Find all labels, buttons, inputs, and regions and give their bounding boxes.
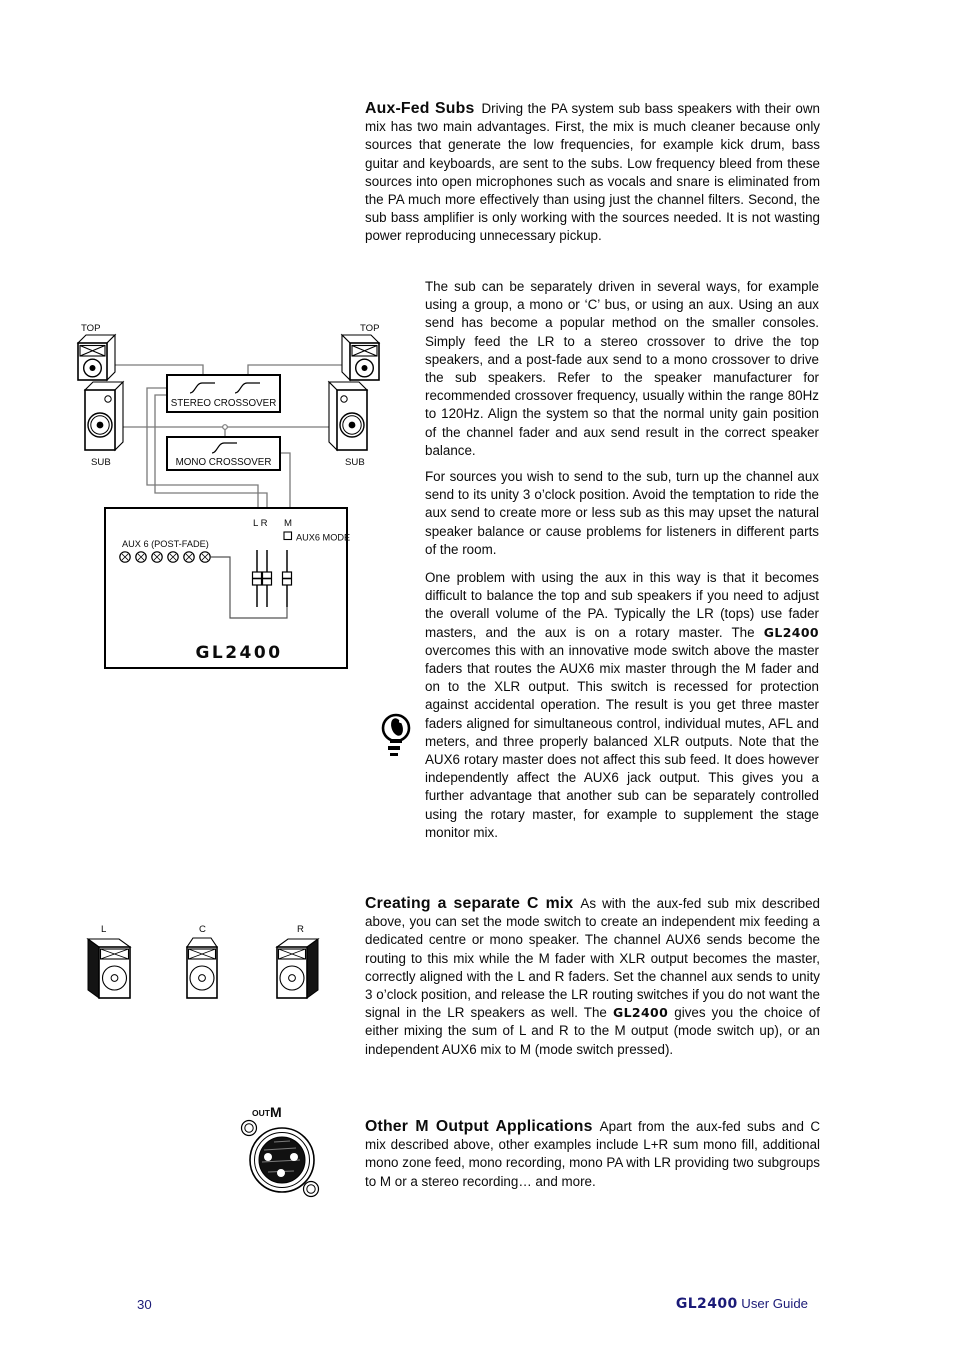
- mode-switch-text-pre: One problem with using the aux in this way is that it becomes difficult to balance the top and sub speakers if you need to adjust the overall volume of the PA. Typically the LR (tops) use fader masters, and the aux is on a rotary master. The: [425, 570, 819, 640]
- aux-fed-subs-paragraph: [365, 100, 820, 246]
- lcr-centre-label: C: [199, 924, 206, 935]
- footer-brand-logo: GL2400: [675, 1296, 738, 1312]
- aux-fed-subs-heading: Aux-Fed Subs: [365, 100, 475, 117]
- sub-speaker-right: [329, 382, 367, 468]
- aux6-mode-label: AUX6 MODE: [296, 532, 351, 543]
- mixer-m-label: M: [284, 518, 292, 529]
- other-m-text: Apart from the aux-fed subs and C mix described above, other examples include L+R sum mono fill, additional mono zone feed, mono recording, mono PA with LR providing two subgroups to M or a stereo recording… and more.: [365, 1119, 820, 1189]
- xlr-out-m-connector: [230, 1100, 335, 1210]
- xlr-pin-1: [264, 1153, 272, 1161]
- page-number: 30: [137, 1297, 152, 1312]
- sub-drive-text: The sub can be separately driven in several ways, for example using a group, a mono or ‘C’ bus, or using an aux. Using an aux send has become a popular method on the smaller consoles. Simply feed the LR to a stereo crossover to drive the top speakers, and a post-fade aux send to a mono crossover to drive the sub speakers. Refer to the speaker manufacturer for recommended crossover frequency, usually within the range 80Hz to 120Hz. Align the system so that the normal unity gain position of the channel fader and aux send result in the correct speaker balance.: [425, 279, 819, 458]
- c-mix-heading: Creating a separate C mix: [365, 895, 574, 912]
- footer-title: [365, 1296, 808, 1312]
- mixer-brand-logo: GL2400: [195, 643, 283, 663]
- xlr-m-label: M: [270, 1104, 282, 1120]
- lightbulb-tip-icon: [376, 710, 416, 768]
- aux-fed-intro-text: Driving the PA system sub bass speakers with their own mix has two main advantages. First, the mix is much cleaner because only sources that generate the low frequencies, for example kick drum, bass guitar and keyboards, are sent to the subs. Low frequency bleed from these sources into open microphones such as vocals and snare is eliminated from the PA much more effectively than using just the channel filters. Second, the sub bass amplifier is only working with the sources needed. It is not wasting power reproducing unnecessary pickup.: [365, 101, 820, 244]
- aux6-mode-checkbox: [284, 532, 292, 540]
- c-mix-paragraph: [365, 895, 820, 1059]
- xlr-pin-2: [290, 1153, 298, 1161]
- other-m-paragraph: [365, 1118, 820, 1191]
- top-speaker-left: [78, 323, 115, 380]
- mixer-lr-label: L R: [253, 518, 268, 529]
- stereo-crossover-label: STEREO CROSSOVER: [170, 398, 277, 409]
- mono-crossover-label: MONO CROSSOVER: [175, 457, 272, 468]
- mixer-box: [105, 508, 350, 668]
- aux-fed-subs-diagram: [60, 315, 390, 675]
- mode-switch-paragraph: [425, 569, 819, 842]
- aux-send-paragraph: [425, 468, 819, 559]
- other-m-heading: Other M Output Applications: [365, 1118, 593, 1135]
- lcr-left-label: L: [101, 924, 107, 935]
- sub-speaker-left: [85, 382, 123, 468]
- xlr-pin-3: [277, 1169, 285, 1177]
- footer-title-text: User Guide: [737, 1296, 808, 1311]
- inline-brand-logo: GL2400: [612, 1005, 669, 1021]
- c-mix-text-post: gives you the choice of either mixing the sum of L and R to the M output (mode switch up), or an independent AUX6 mix to M (mode switch pressed).: [365, 1005, 820, 1057]
- lcr-speaker-left: [88, 924, 130, 998]
- lcr-speaker-centre: [187, 924, 217, 998]
- top-speaker-right: [342, 323, 380, 380]
- sub-left-label: SUB: [91, 457, 111, 468]
- top-right-label: TOP: [360, 323, 380, 334]
- lcr-speakers-diagram: [85, 915, 320, 1010]
- mono-crossover-box: [167, 437, 280, 470]
- xlr-out-label: OUT: [252, 1108, 270, 1118]
- aux-send-text: For sources you wish to send to the sub, turn up the channel aux send to its unity 3 o’clock position. Avoid the temptation to ride the aux send to create more or less sub as this may upset the natural speaker balance or cause problems for listeners in different parts of the room.: [425, 469, 819, 557]
- lcr-speaker-right: [277, 924, 318, 998]
- inline-brand-logo: GL2400: [763, 624, 819, 640]
- mode-switch-text-post: overcomes this with an innovative mode switch above the master faders that routes the AUX6 mix master through the M fader and on to the XLR output. This switch is recessed for protection against accidental operation. The result is you get three master faders aligned for simultaneous control, individual mutes, AFL and meters, and three properly balanced XLR outputs. Note that the AUX6 rotary master does not affect this sub feed. It does however independently affect the AUX6 jack output. This gives you a further advantage that another sub can be separately controlled using the rotary master, for example to supplement the stage monitor mix.: [425, 642, 819, 840]
- stereo-crossover-box: [167, 375, 280, 412]
- sub-right-label: SUB: [345, 457, 365, 468]
- aux6-postfade-label: AUX 6 (POST-FADE): [122, 539, 209, 549]
- top-left-label: TOP: [81, 323, 101, 334]
- sub-drive-paragraph: [425, 278, 819, 460]
- c-mix-text-pre: As with the aux-fed sub mix described above, you can set the mode switch to create an independent mix feeding a dedicated centre or mono speaker. The channel AUX6 sends become the routing to this mix while the M fader with XLR output becomes the master, correctly aligned with the L and R faders. Set the channel aux sends to unity 3 o’clock position, and release the LR routing switches if you do not want the signal in the LR speakers as well. The: [365, 896, 820, 1021]
- lcr-right-label: R: [297, 924, 304, 935]
